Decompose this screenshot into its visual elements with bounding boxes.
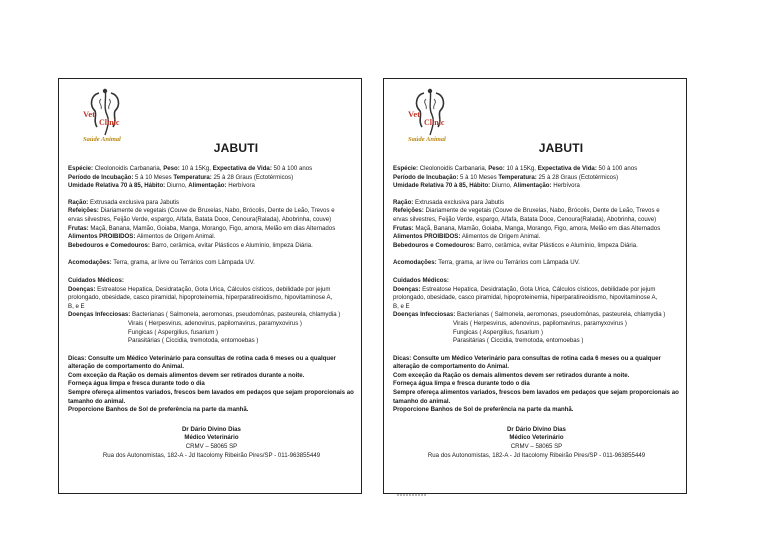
crmv: CRMV – 58065 SP [185,443,238,451]
bebedouros-line [68,242,355,251]
racao-label: Ração: [393,198,414,206]
doctor-crmv [68,443,355,452]
acomodacoes-label: Acomodações: [68,259,112,267]
doencas-label: Doenças: [68,285,96,293]
frutas-line [68,225,355,234]
expectativa-value: 50 à 100 anos [596,165,638,172]
umidade-label: Umidade Relativa 70 à 85, Hábito: [68,182,166,190]
dicas-line-6 [393,398,680,407]
cuidados-title [393,277,680,286]
virais-line [393,320,680,329]
refeicoes-line [68,207,355,216]
dicas-line-5 [393,389,680,398]
refeicoes-label: Refeições: [393,207,424,215]
proibidos-line [68,233,355,242]
dicas-line-7 [68,406,355,415]
proibidos-label: Alimentos PROIBIDOS: [68,233,136,241]
doencas-cont1-line [393,294,680,303]
proibidos-label: Alimentos PROIBIDOS: [393,233,461,241]
care-sheet-body [393,165,680,460]
doencas-cont1: prolongado, obesidade, casco piramidal, hipoproteinemia, hiperparatireoidismo, hipovitaminose A, [68,294,333,302]
dicas6: tamanho do animal. [68,397,126,405]
refeicoes-cont: ervas silvestres, Feijão Verde, espargo, Alfafa, Batata Doce, Cenoura(Ralada), Abobrinha, couve) [68,215,332,223]
vet-clinic-logo [402,85,460,143]
logo-text-vet: Vet [83,109,95,119]
expectativa-label: Expectativa de Vida: [212,165,272,172]
proibidos-value: Alimentos de Origem Animal. [135,233,216,241]
dicas1: Dicas: Consulte um Médico Veterinário para consultas de rotina cada 6 meses ou a qualquer [68,354,336,362]
especie-value: Cleolonoidis Carbanaria, [93,165,164,172]
temperatura-value: 25 à 28 Graus (Ectotérmicos) [211,173,294,181]
dicas7: Proporcione Banhos de Sol de preferência na parte da manhã. [68,406,249,414]
signature-block [68,426,355,460]
frutas-line [393,225,680,234]
umidade-line [393,182,680,191]
dicas-line-3 [393,372,680,381]
bebedouros-value: Barro, cerâmica, evitar Plásticos e Alumínio, limpeza Diária. [474,241,638,249]
especie-value: Cleolonoidis Carbanaria, [418,165,489,172]
doencas-cont2-line [68,303,355,312]
doencas-label: Doenças: [393,285,421,293]
logo-text-clinic: Clinic [99,118,120,127]
role: Médico Veterinário [184,434,239,442]
bebedouros-label: Bebedouros e Comedouros: [68,241,150,249]
dicas-line-1 [393,355,680,364]
dicas2: alteração de comportamento do Animal. [68,363,184,371]
vet-clinic-logo [77,85,135,143]
expectativa-value: 50 à 100 anos [271,165,313,172]
dicas-line-7 [393,406,680,415]
acomodacoes-value: Terra, grama, ar livre ou Terrários com Lâmpada UV. [436,259,580,267]
role: Médico Veterinário [509,434,564,442]
dicas5: Sempre ofereça alimentos variados, frescos bem lavados em pedaços que sejam proporcionais ao [393,389,679,397]
racao-line [393,199,680,208]
dicas-line-2 [393,363,680,372]
cuidados-title: Cuidados Médicos: [68,276,124,284]
peso-value: 10 à 15Kg, [179,165,213,172]
temperatura-label: Temperatura: [498,173,537,181]
acomodacoes-value: Terra, grama, ar livre ou Terrários com Lâmpada UV. [111,259,255,267]
doencas-cont1-line [68,294,355,303]
parasitarias: Parasitárias ( Ciccidia, tremotoda, entomoebas ) [453,337,584,345]
infecciosas-line [68,311,355,320]
peso-label: Peso: [163,165,180,172]
bebedouros-label: Bebedouros e Comedouros: [393,241,475,249]
parasitarias-line [393,337,680,346]
animal-title-text: JABUTI [538,141,584,155]
racao-value: Extrusada exclusiva para Jabutis [88,198,180,206]
dicas1: Dicas: Consulte um Médico Veterinário para consultas de rotina cada 6 meses ou a qualquer [393,354,661,362]
dicas-line-4 [393,380,680,389]
acomodacoes-line [68,259,355,268]
logo-tagline: Saúde Animal [408,136,446,143]
incubacao-value: 5 à 10 Meses [133,173,174,181]
vet-clinic-logo-icon [77,85,135,143]
doencas-cont2: B, e E [393,302,410,310]
card-right [383,78,687,494]
refeicoes-value: Diariamente de vegetais (Couve de Bruxelas, Nabo, Brócolis, Dente de Leão, Trevos e [98,207,335,215]
frutas-label: Frutas: [393,224,414,232]
clinic-address [68,452,355,461]
umidade-value: Diurno, [165,182,189,190]
dicas2: alteração de comportamento do Animal. [393,363,509,371]
frutas-label: Frutas: [68,224,89,232]
fungicas: Fungicas ( Aspergilius, fusarium ) [453,328,544,336]
signature-block [393,426,680,460]
logo-text-vet: Vet [408,109,420,119]
bleed-through-mark [397,494,427,496]
incubacao-label: Período de Incubação: [68,173,134,181]
doctor-crmv [393,443,680,452]
doctor: Dr Dário Divino Dias [507,425,566,433]
alimentacao-label: Alimentação: [188,182,227,190]
parasitarias: Parasitárias ( Ciccidia, tremotoda, entomoebas ) [128,337,259,345]
fungicas-line [393,329,680,338]
refeicoes-cont-line [68,216,355,225]
proibidos-value: Alimentos de Origem Animal. [460,233,541,241]
address: Rua dos Autonomistas, 182-A - Jd Itacolomy Ribeirão Pires/SP - 011-963855449 [427,451,646,459]
card-left [58,78,362,494]
virais: Virais ( Herpesvirus, adenovirus, papilomavirus, paramyxovirus ) [453,319,627,327]
doctor: Dr Dário Divino Dias [182,425,241,433]
acomodacoes-line [393,259,680,268]
doencas-value: Estreatose Hepatica, Desidratação, Gota Urica, Cálculos císticos, debilidade por jejum [420,285,656,293]
expectativa-label: Expectativa de Vida: [537,165,597,172]
racao-line [68,199,355,208]
incubacao-line [393,174,680,183]
infecciosas-label: Doenças Infecciosas: [393,311,456,319]
fungicas: Fungicas ( Aspergilius, fusarium ) [128,328,219,336]
dicas4: Forneça água limpa e fresca durante todo o dia [393,380,530,388]
dicas-line-1 [68,355,355,364]
refeicoes-label: Refeições: [68,207,99,215]
dicas-line-3 [68,372,355,381]
peso-label: Peso: [488,165,505,172]
doctor-role [68,434,355,443]
infecciosas-line [393,311,680,320]
clinic-address [393,452,680,461]
virais-line [68,320,355,329]
bebedouros-value: Barro, cerâmica, evitar Plásticos e Alumínio, limpeza Diária. [149,241,313,249]
doencas-line [68,286,355,295]
doctor-role [393,434,680,443]
especie-label: Espécie: [393,165,419,172]
refeicoes-cont-line [393,216,680,225]
dicas-line-5 [68,389,355,398]
dicas4: Forneça água limpa e fresca durante todo o dia [68,380,205,388]
alimentacao-value: Herbívora [226,182,255,190]
temperatura-value: 25 à 28 Graus (Ectotérmicos) [536,173,619,181]
incubacao-label: Período de Incubação: [393,173,459,181]
crmv: CRMV – 58065 SP [510,443,563,451]
temperatura-label: Temperatura: [173,173,212,181]
logo-tagline: Saúde Animal [83,136,121,143]
especie-label: Espécie: [68,165,94,172]
racao-value: Extrusada exclusiva para Jabutis [413,198,505,206]
doctor-name [68,426,355,435]
care-sheet-body [68,165,355,460]
cuidados-title [68,277,355,286]
incubacao-line [68,174,355,183]
parasitarias-line [68,337,355,346]
doencas-cont2: B, e E [68,302,85,310]
doencas-cont1: prolongado, obesidade, casco piramidal, hipoproteinemia, hiperparatireoidismo, hipovitaminose A, [393,294,658,302]
proibidos-line [393,233,680,242]
dicas3: Com exceção da Ração os demais alimentos devem ser retirados durante a noite. [393,371,630,379]
dicas5: Sempre ofereça alimentos variados, frescos bem lavados em pedaços que sejam proporcionais ao [68,389,354,397]
dicas-line-2 [68,363,355,372]
umidade-line [68,182,355,191]
bebedouros-line [393,242,680,251]
animal-title [59,141,361,155]
vet-clinic-logo-icon [402,85,460,143]
racao-label: Ração: [68,198,89,206]
frutas-value: Maçã, Banana, Mamão, Goiaba, Manga, Morango, Figo, amora, Melão em dias Alternados [413,224,661,232]
umidade-label: Umidade Relativa 70 à 85, Hábito: [393,182,491,190]
acomodacoes-label: Acomodações: [393,259,437,267]
doencas-value: Estreatose Hepatica, Desidratação, Gota Urica, Cálculos císticos, debilidade por jejum [95,285,331,293]
especie-line [393,165,680,174]
logo-text-clinic: Clinic [424,118,445,127]
peso-value: 10 à 15Kg, [504,165,538,172]
alimentacao-value: Herbívora [551,182,580,190]
infecciosas-value: Bacterianas ( Salmonela, aeromonas, pseudomônas, pasteurela, chlamydia ) [130,311,341,319]
animal-title-text: JABUTI [213,141,259,155]
refeicoes-line [393,207,680,216]
umidade-value: Diurno, [490,182,514,190]
alimentacao-label: Alimentação: [513,182,552,190]
refeicoes-value: Diariamente de vegetais (Couve de Bruxelas, Nabo, Brócolis, Dente de Leão, Trevos e [423,207,660,215]
especie-line [68,165,355,174]
refeicoes-cont: ervas silvestres, Feijão Verde, espargo, Alfafa, Batata Doce, Cenoura(Ralada), Abobrinha, couve) [393,215,657,223]
doencas-cont2-line [393,303,680,312]
doctor-name [393,426,680,435]
infecciosas-label: Doenças Infecciosas: [68,311,131,319]
fungicas-line [68,329,355,338]
dicas6: tamanho do animal. [393,397,451,405]
incubacao-value: 5 à 10 Meses [458,173,499,181]
frutas-value: Maçã, Banana, Mamão, Goiaba, Manga, Morango, Figo, amora, Melão em dias Alternados [88,224,336,232]
dicas-line-6 [68,398,355,407]
address: Rua dos Autonomistas, 182-A - Jd Itacolomy Ribeirão Pires/SP - 011-963855449 [102,451,321,459]
dicas3: Com exceção da Ração os demais alimentos devem ser retirados durante a noite. [68,371,305,379]
infecciosas-value: Bacterianas ( Salmonela, aeromonas, pseudomônas, pasteurela, chlamydia ) [455,311,666,319]
animal-title [384,141,686,155]
dicas7: Proporcione Banhos de Sol de preferência na parte da manhã. [393,406,574,414]
cuidados-title: Cuidados Médicos: [393,276,449,284]
dicas-line-4 [68,380,355,389]
doencas-line [393,286,680,295]
virais: Virais ( Herpesvirus, adenovirus, papilomavirus, paramyxovirus ) [128,319,302,327]
